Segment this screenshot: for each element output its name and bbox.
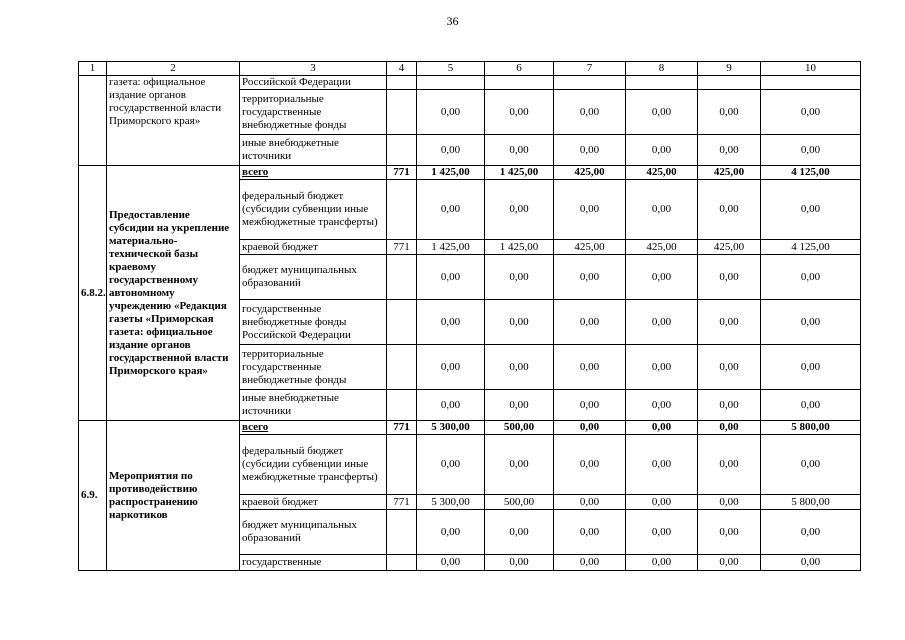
amount-cell: 0,00 — [698, 421, 761, 435]
funding-source: иные внебюджетные источники — [240, 135, 387, 166]
budget-table — [78, 61, 861, 571]
page-number: 36 — [446, 14, 459, 28]
amount-cell — [554, 76, 626, 90]
grbs-code — [387, 345, 417, 390]
amount-cell: 0,00 — [554, 390, 626, 421]
amount-cell: 0,00 — [554, 435, 626, 495]
amount-cell — [698, 76, 761, 90]
amount-cell: 0,00 — [554, 255, 626, 300]
amount-cell: 4 125,00 — [761, 166, 861, 180]
funding-source: территориальные государственные внебюджетные фонды — [240, 90, 387, 135]
amount-cell: 0,00 — [417, 345, 485, 390]
amount-cell — [626, 76, 698, 90]
grbs-code — [387, 135, 417, 166]
amount-cell: 0,00 — [417, 135, 485, 166]
amount-cell: 0,00 — [417, 555, 485, 571]
column-header: 9 — [698, 62, 761, 76]
funding-source: Российской Федерации — [240, 76, 387, 90]
column-header: 1 — [79, 62, 107, 76]
amount-cell: 425,00 — [626, 166, 698, 180]
amount-cell: 0,00 — [485, 135, 554, 166]
amount-cell — [761, 76, 861, 90]
amount-cell: 0,00 — [626, 90, 698, 135]
column-header: 4 — [387, 62, 417, 76]
grbs-code — [387, 435, 417, 495]
amount-cell: 0,00 — [485, 180, 554, 240]
amount-cell: 0,00 — [626, 555, 698, 571]
funding-source: государственные внебюджетные фонды Российской Федерации — [240, 300, 387, 345]
amount-cell: 5 300,00 — [417, 421, 485, 435]
grbs-code — [387, 300, 417, 345]
amount-cell: 425,00 — [626, 240, 698, 255]
amount-cell: 425,00 — [554, 166, 626, 180]
amount-cell: 0,00 — [626, 390, 698, 421]
amount-cell: 0,00 — [485, 90, 554, 135]
amount-cell: 425,00 — [554, 240, 626, 255]
table-row — [79, 166, 861, 180]
grbs-code: 771 — [387, 421, 417, 435]
amount-cell: 0,00 — [698, 90, 761, 135]
grbs-code: 771 — [387, 240, 417, 255]
funding-source: федеральный бюджет (субсидии субвенции иные межбюджетные трансферты) — [240, 180, 387, 240]
amount-cell: 0,00 — [626, 300, 698, 345]
amount-cell: 0,00 — [417, 90, 485, 135]
column-header: 8 — [626, 62, 698, 76]
amount-cell: 0,00 — [554, 135, 626, 166]
grbs-code — [387, 90, 417, 135]
grbs-code — [387, 255, 417, 300]
amount-cell: 0,00 — [698, 555, 761, 571]
funding-source: территориальные государственные внебюджетные фонды — [240, 345, 387, 390]
amount-cell: 0,00 — [554, 495, 626, 510]
amount-cell: 500,00 — [485, 421, 554, 435]
amount-cell: 0,00 — [761, 345, 861, 390]
amount-cell: 0,00 — [626, 135, 698, 166]
amount-cell: 0,00 — [698, 345, 761, 390]
funding-source: всего — [240, 166, 387, 180]
column-header: 2 — [107, 62, 240, 76]
amount-cell: 0,00 — [554, 180, 626, 240]
amount-cell: 0,00 — [626, 421, 698, 435]
amount-cell: 0,00 — [554, 510, 626, 555]
grbs-code: 771 — [387, 495, 417, 510]
amount-cell: 5 800,00 — [761, 495, 861, 510]
funding-source: федеральный бюджет (субсидии субвенции иные межбюджетные трансферты) — [240, 435, 387, 495]
grbs-code — [387, 76, 417, 90]
amount-cell — [417, 76, 485, 90]
amount-cell: 500,00 — [485, 495, 554, 510]
amount-cell: 0,00 — [554, 555, 626, 571]
grbs-code: 771 — [387, 166, 417, 180]
amount-cell: 0,00 — [554, 90, 626, 135]
funding-source: иные внебюджетные источники — [240, 390, 387, 421]
amount-cell: 1 425,00 — [485, 166, 554, 180]
amount-cell: 0,00 — [761, 555, 861, 571]
amount-cell: 0,00 — [417, 180, 485, 240]
item-name: Предоставление субсидии на укрепление материально-технической базы краевому государственному автономному учреждению «Редакция газеты «Приморская газета: официальное издание органов государственной власти Приморского края» — [107, 166, 240, 421]
amount-cell: 0,00 — [761, 255, 861, 300]
amount-cell: 0,00 — [761, 300, 861, 345]
amount-cell: 1 425,00 — [417, 240, 485, 255]
funding-source: краевой бюджет — [240, 240, 387, 255]
amount-cell: 425,00 — [698, 240, 761, 255]
amount-cell: 5 300,00 — [417, 495, 485, 510]
amount-cell: 0,00 — [417, 255, 485, 300]
amount-cell: 0,00 — [485, 255, 554, 300]
amount-cell: 0,00 — [698, 300, 761, 345]
item-code: 6.8.2. — [79, 166, 107, 421]
amount-cell: 0,00 — [698, 180, 761, 240]
amount-cell: 0,00 — [761, 510, 861, 555]
table-row — [79, 421, 861, 435]
amount-cell: 0,00 — [626, 495, 698, 510]
amount-cell: 0,00 — [417, 510, 485, 555]
amount-cell: 0,00 — [698, 495, 761, 510]
item-name: газета: официальное издание органов государственной власти Приморского края» — [107, 76, 240, 166]
funding-source: бюджет муниципальных образований — [240, 255, 387, 300]
amount-cell: 0,00 — [485, 345, 554, 390]
amount-cell: 1 425,00 — [417, 166, 485, 180]
amount-cell: 0,00 — [554, 421, 626, 435]
amount-cell: 0,00 — [698, 255, 761, 300]
table-row — [79, 76, 861, 90]
column-header: 7 — [554, 62, 626, 76]
amount-cell: 0,00 — [485, 300, 554, 345]
amount-cell: 0,00 — [485, 390, 554, 421]
amount-cell: 4 125,00 — [761, 240, 861, 255]
amount-cell: 0,00 — [554, 300, 626, 345]
amount-cell: 0,00 — [554, 345, 626, 390]
column-header-row — [79, 62, 861, 76]
amount-cell: 0,00 — [417, 435, 485, 495]
amount-cell: 5 800,00 — [761, 421, 861, 435]
grbs-code — [387, 180, 417, 240]
funding-source: краевой бюджет — [240, 495, 387, 510]
item-code: 6.9. — [79, 421, 107, 571]
amount-cell: 0,00 — [417, 390, 485, 421]
amount-cell: 0,00 — [761, 180, 861, 240]
amount-cell: 0,00 — [626, 510, 698, 555]
amount-cell — [485, 76, 554, 90]
column-header: 10 — [761, 62, 861, 76]
amount-cell: 0,00 — [761, 435, 861, 495]
amount-cell: 0,00 — [698, 435, 761, 495]
amount-cell: 0,00 — [485, 435, 554, 495]
funding-source: государственные — [240, 555, 387, 571]
amount-cell: 0,00 — [626, 255, 698, 300]
funding-source: бюджет муниципальных образований — [240, 510, 387, 555]
table-body — [79, 62, 861, 571]
amount-cell: 0,00 — [626, 435, 698, 495]
amount-cell: 0,00 — [698, 510, 761, 555]
column-header: 3 — [240, 62, 387, 76]
grbs-code — [387, 555, 417, 571]
amount-cell: 0,00 — [626, 345, 698, 390]
amount-cell: 425,00 — [698, 166, 761, 180]
amount-cell: 0,00 — [698, 135, 761, 166]
amount-cell: 0,00 — [417, 300, 485, 345]
amount-cell: 0,00 — [485, 555, 554, 571]
amount-cell: 0,00 — [698, 390, 761, 421]
amount-cell: 0,00 — [485, 510, 554, 555]
grbs-code — [387, 390, 417, 421]
amount-cell: 0,00 — [761, 135, 861, 166]
funding-source: всего — [240, 421, 387, 435]
item-code — [79, 76, 107, 166]
amount-cell: 0,00 — [761, 90, 861, 135]
grbs-code — [387, 510, 417, 555]
item-name: Мероприятия по противодействию распространению наркотиков — [107, 421, 240, 571]
amount-cell: 0,00 — [761, 390, 861, 421]
amount-cell: 1 425,00 — [485, 240, 554, 255]
column-header: 6 — [485, 62, 554, 76]
amount-cell: 0,00 — [626, 180, 698, 240]
column-header: 5 — [417, 62, 485, 76]
